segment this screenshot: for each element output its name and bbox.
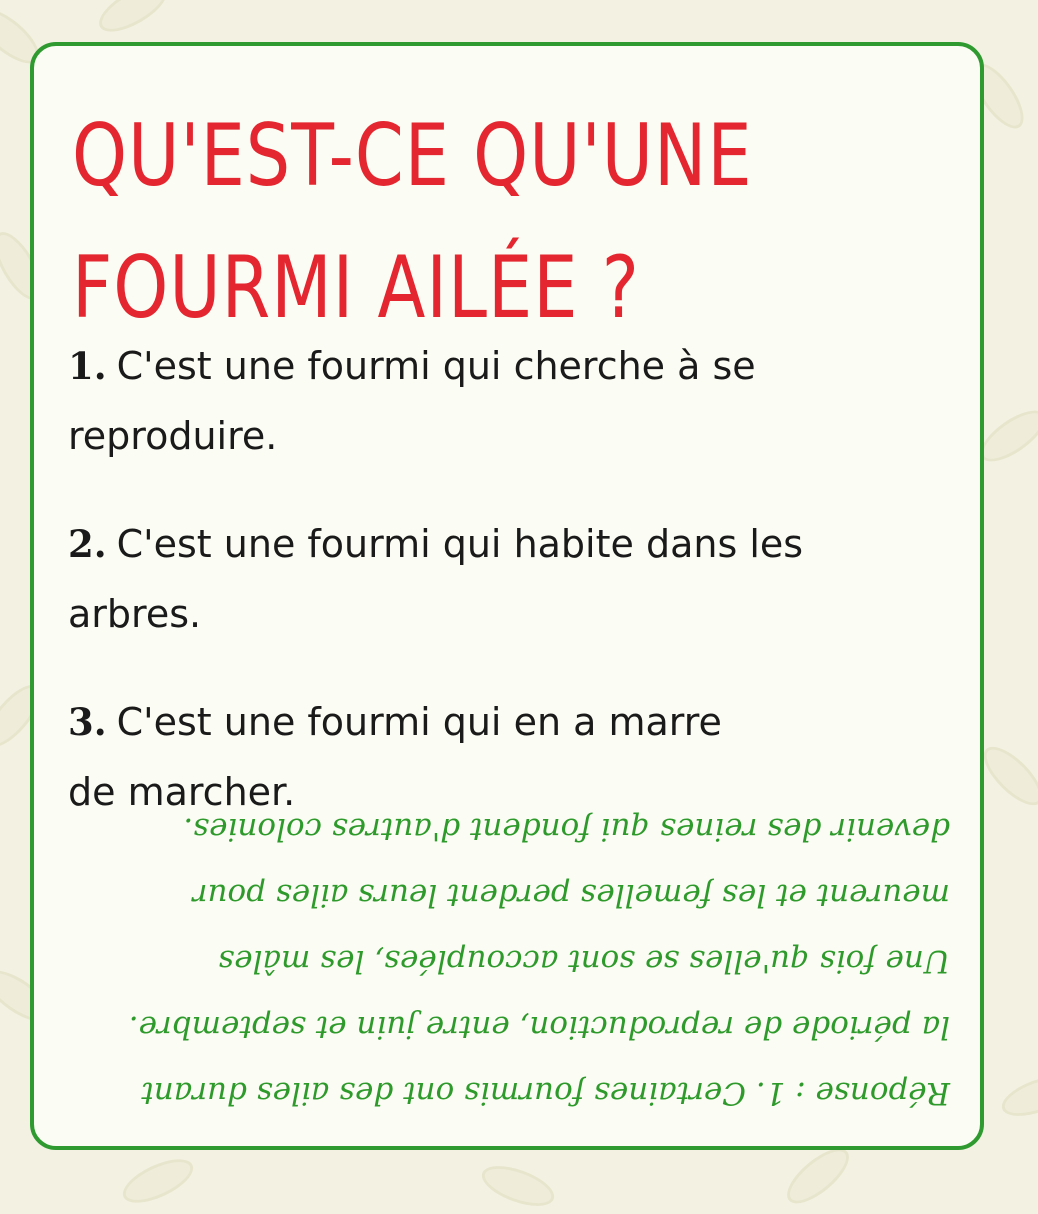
- answer-line: devenir des reines qui fondent d'autres colonies.: [183, 811, 950, 847]
- question-number: 3.: [68, 700, 107, 744]
- question-list: [68, 331, 898, 865]
- question-text: arbres.: [68, 592, 202, 636]
- answer-line: la période de reproduction, entre juin et septembre.: [128, 1009, 950, 1045]
- answer-line: meurent et les femelles perdent leurs ailes pour: [192, 877, 950, 913]
- question-item: [68, 331, 898, 471]
- question-number: 1.: [68, 344, 107, 388]
- quiz-title: [72, 90, 753, 354]
- question-text: de marcher.: [68, 770, 296, 814]
- background-leaf-decoration: [477, 1158, 559, 1214]
- background-leaf-decoration: [779, 1139, 858, 1212]
- question-text: reproduire.: [68, 414, 278, 458]
- background-leaf-decoration: [975, 738, 1038, 814]
- background-leaf-decoration: [92, 0, 174, 41]
- answer-line: Une fois qu'elles se sont accouplées, les mâles: [218, 943, 950, 979]
- question-text: C'est une fourmi qui en a marre: [116, 700, 722, 744]
- question-text: C'est une fourmi qui cherche à se: [116, 344, 756, 388]
- question-text: C'est une fourmi qui habite dans les: [116, 522, 804, 566]
- question-item: [68, 509, 898, 649]
- background-leaf-decoration: [117, 1150, 199, 1211]
- question-number: 2.: [68, 522, 107, 566]
- quiz-card: [30, 42, 984, 1150]
- background-leaf-decoration: [997, 1068, 1038, 1124]
- answer-line: Réponse : 1. Certaines fourmis ont des ailes durant: [141, 1075, 950, 1111]
- quiz-title-line: QU'EST-CE QU'UNE: [72, 105, 753, 206]
- upside-down-answer: [68, 796, 950, 1126]
- quiz-title-line: FOURMI AILÉE ?: [72, 237, 640, 338]
